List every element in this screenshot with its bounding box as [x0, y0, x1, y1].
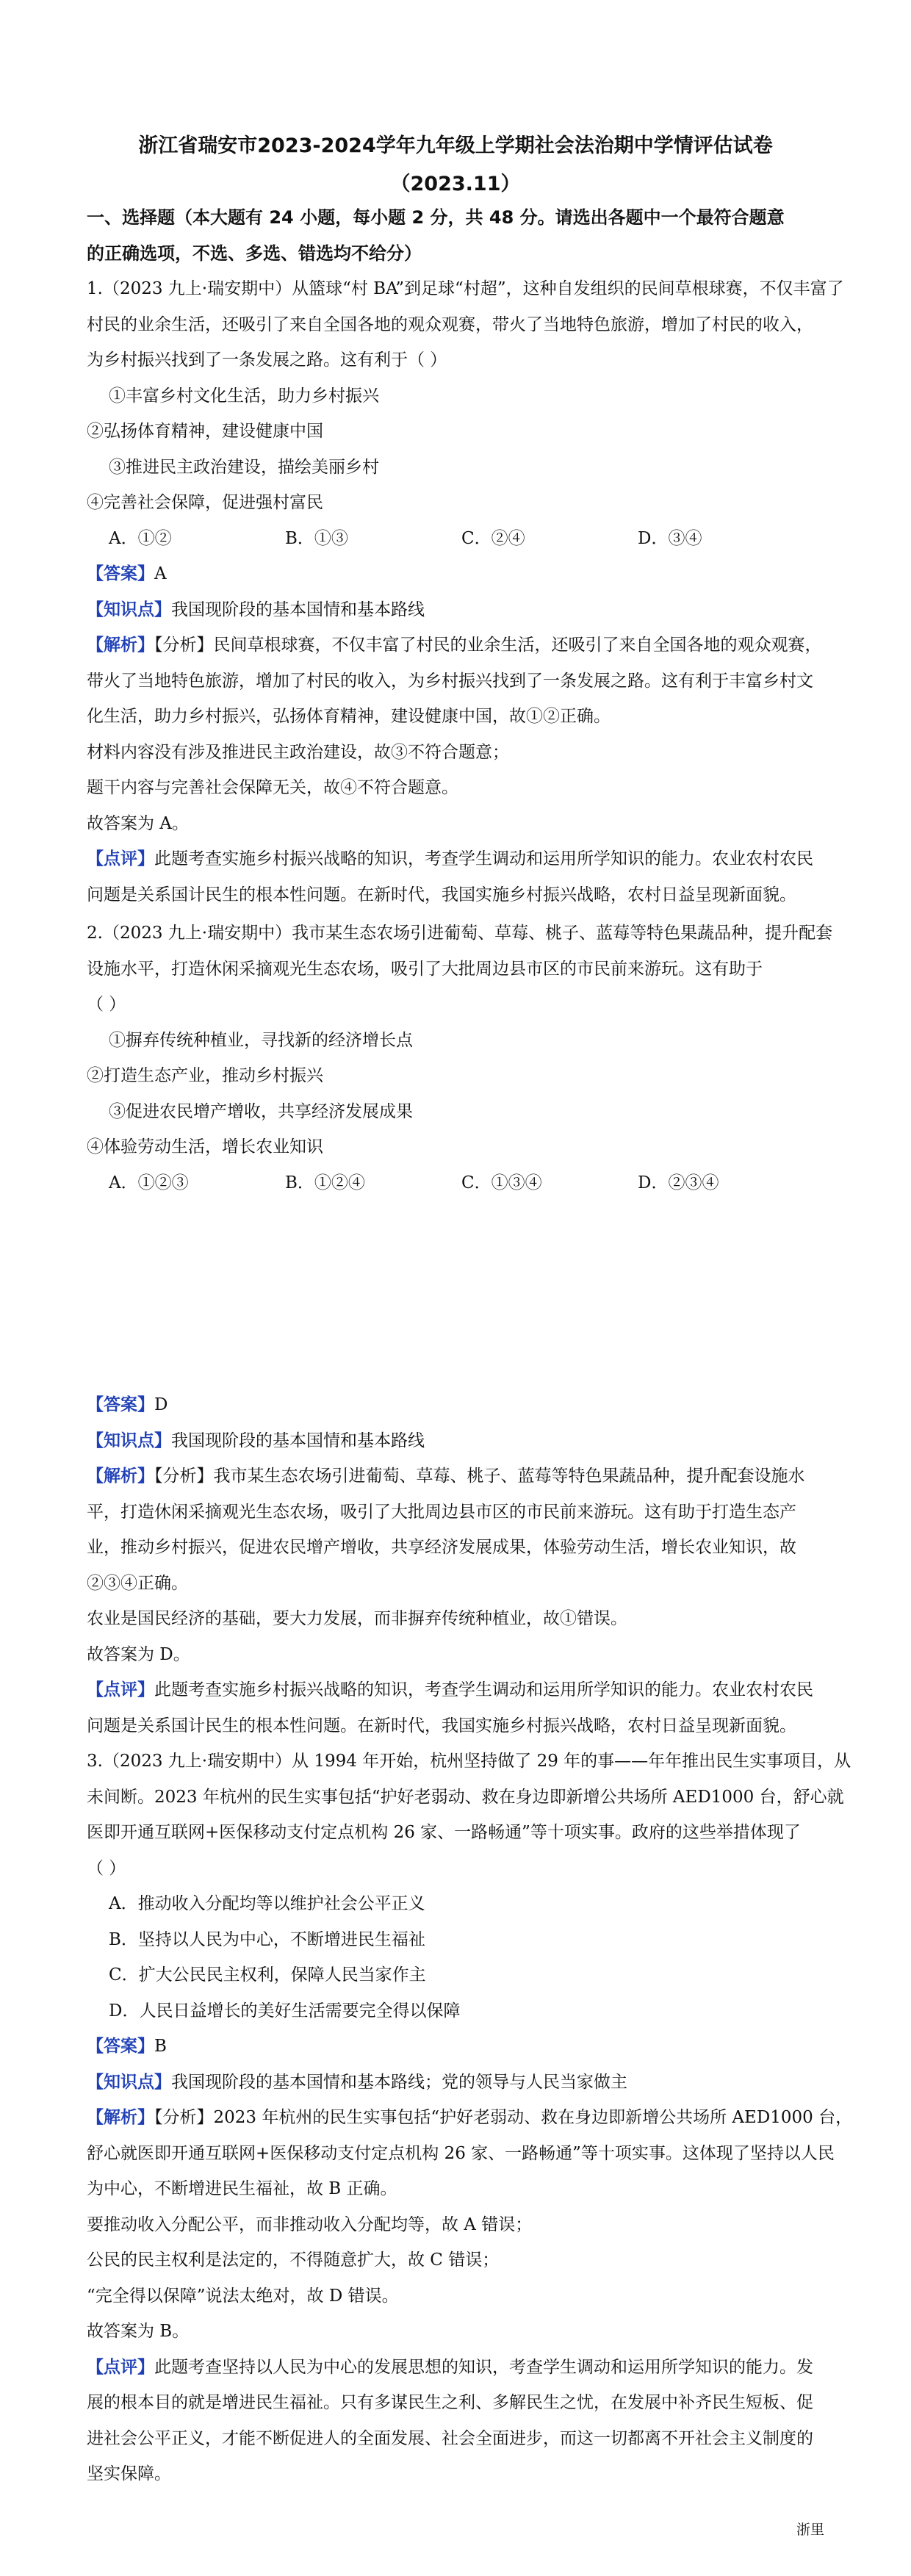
answer-options — [87, 1165, 821, 1201]
analysis-line: 农业是国民经济的基础，要大力发展，而非摒弃传统种植业，故①错误。 — [87, 1609, 627, 1628]
comment-line: 【点评】此题考查实施乡村振兴战略的知识，考查学生调动和运用所学知识的能力。农业农村农民 — [87, 1680, 813, 1699]
analysis-line: 为中心，不断增进民生福祉，故 B 正确。 — [87, 2179, 397, 2198]
comment-line: 问题是关系国计民生的根本性问题。在新时代，我国实施乡村振兴战略，农村日益呈现新面貌。 — [87, 885, 796, 904]
statement-item: ①丰富乡村文化生活，助力乡村振兴 — [109, 386, 379, 406]
answer-value: D — [154, 1395, 168, 1414]
knowledge-tag: 【知识点】 — [87, 1431, 171, 1450]
analysis-line: 题干内容与完善社会保障无关，故④不符合题意。 — [87, 778, 458, 797]
statement-item: ②弘扬体育精神，建设健康中国 — [87, 422, 323, 441]
comment-line: 进社会公平正义，才能不断促进人的全面发展、社会全面进步，而这一切都离不开社会主义制度的 — [87, 2428, 813, 2448]
knowledge-text: 我国现阶段的基本国情和基本路线；党的领导与人民当家做主 — [171, 2072, 627, 2092]
option-b: B．坚持以人民为中心，不断增进民生福祉 — [109, 1929, 425, 1949]
analysis-line: ②③④正确。 — [87, 1573, 188, 1593]
analysis-line: 化生活，助力乡村振兴，弘扬体育精神，建设健康中国，故①②正确。 — [87, 707, 611, 726]
answer-value: B — [154, 2037, 167, 2056]
analysis-line: 故答案为 D。 — [87, 1644, 190, 1664]
question-2-block — [87, 915, 833, 1201]
comment-line: 展的根本目的就是增进民生福祉。只有多谋民生之利、多解民生之忧，在发展中补齐民生短板、促 — [87, 2393, 813, 2412]
option-b: B．①③ — [285, 528, 348, 548]
analysis-line: 【解析】【分析】2023 年杭州的民生实事包括“护好老弱动、救在身边即新增公共场所 AED1000 台， — [87, 2108, 853, 2127]
answer-tag: 【答案】 — [87, 1395, 154, 1414]
knowledge-line — [87, 1423, 821, 1459]
analysis-tag: 【解析】 — [87, 2108, 154, 2127]
comment-tag: 【点评】 — [87, 849, 154, 868]
analysis-line: 平，打造休闲采摘观光生态农场，吸引了大批周边县市区的市民前来游玩。这有助于打造生态产 — [87, 1502, 796, 1522]
question-1-block — [87, 200, 844, 913]
question-stem: 1.（2023 九上·瑞安期中）从篮球“村 BA”到足球“村超”，这种自发组织的民间草根球赛，不仅丰富了 — [87, 279, 844, 298]
option-c: C．②④ — [461, 528, 525, 548]
section-heading: 的正确选项，不选、多选、错选均不给分） — [87, 242, 422, 264]
option-a: A．①②③ — [109, 1173, 189, 1192]
comment-tag: 【点评】 — [87, 1680, 154, 1699]
question-stem: 未间断。2023 年杭州的民生实事包括“护好老弱动、救在身边即新增公共场所 AED1000 台，舒心就 — [87, 1787, 844, 1807]
comment-line: 【点评】此题考查实施乡村振兴战略的知识，考查学生调动和运用所学知识的能力。农业农村农民 — [87, 849, 813, 868]
analysis-tag: 【解析】 — [87, 1467, 154, 1486]
statement-item: ③推进民主政治建设，描绘美丽乡村 — [109, 457, 379, 477]
analysis-line: 公民的民主权利是法定的，不得随意扩大，故 C 错误； — [87, 2251, 500, 2270]
question-stem: （ ） — [87, 1858, 126, 1878]
analysis-line: 故答案为 A。 — [87, 813, 189, 833]
analysis-line: 带火了当地特色旅游，增加了村民的收入，为乡村振兴找到了一条发展之路。这有利于丰富乡村文 — [87, 671, 813, 691]
answer-line — [87, 2029, 821, 2065]
comment-line: 问题是关系国计民生的根本性问题。在新时代，我国实施乡村振兴战略，农村日益呈现新面貌。 — [87, 1716, 796, 1735]
option-b: B．①②④ — [285, 1173, 365, 1192]
knowledge-text: 我国现阶段的基本国情和基本路线 — [171, 1431, 425, 1450]
option-c: C．扩大公民民主权利，保障人民当家作主 — [109, 1965, 426, 1985]
analysis-line: 【解析】【分析】民间草根球赛，不仅丰富了村民的业余生活，还吸引了来自全国各地的观众观赛， — [87, 636, 822, 655]
comment-line: 坚实保障。 — [87, 2464, 171, 2483]
answer-line — [87, 1387, 821, 1423]
option-a: A．①② — [109, 528, 172, 548]
answer-value: A — [154, 564, 167, 583]
statement-item: ④体验劳动生活，增长农业知识 — [87, 1137, 323, 1156]
question-stem: （ ） — [87, 995, 126, 1014]
knowledge-tag: 【知识点】 — [87, 2072, 171, 2092]
comment-line: 【点评】此题考查坚持以人民为中心的发展思想的知识，考查学生调动和运用所学知识的能力。发 — [87, 2357, 813, 2377]
analysis-line: 业，推动乡村振兴，促进农民增产增收，共享经济发展成果，体验劳动生活，增长农业知识，故 — [87, 1538, 796, 1557]
knowledge-line — [87, 592, 821, 628]
analysis-line: 故答案为 B。 — [87, 2322, 190, 2341]
knowledge-tag: 【知识点】 — [87, 600, 171, 619]
analysis-tag: 【解析】 — [87, 636, 154, 655]
question-stem: 为乡村振兴找到了一条发展之路。这有利于（ ） — [87, 350, 447, 370]
analysis-line: 舒心就医即开通互联网+医保移动支付定点机构 26 家、一路畅通”等十项实事。这体现了坚持以人民 — [87, 2143, 835, 2163]
question-stem: 设施水平，打造休闲采摘观光生态农场，吸引了大批周边县市区的市民前来游玩。这有助于 — [87, 959, 763, 979]
option-d: D．③④ — [638, 528, 702, 548]
statement-item: ②打造生态产业，推动乡村振兴 — [87, 1066, 323, 1085]
option-d: D．人民日益增长的美好生活需要完全得以保障 — [109, 2001, 461, 2021]
statement-item: ④完善社会保障，促进强村富民 — [87, 493, 323, 512]
option-a: A．推动收入分配均等以维护社会公平正义 — [109, 1894, 425, 1913]
analysis-line: 【解析】【分析】我市某生态农场引进葡萄、草莓、桃子、蓝莓等特色果蔬品种，提升配套设施水 — [87, 1467, 805, 1486]
statement-item: ①摒弃传统种植业，寻找新的经济增长点 — [109, 1030, 413, 1050]
option-c: C．①③④ — [461, 1173, 542, 1192]
analysis-line: 材料内容没有涉及推进民主政治建设，故③不符合题意； — [87, 742, 509, 762]
exam-date: （2023.11） — [390, 173, 521, 195]
section-heading: 一、选择题（本大题有 24 小题，每小题 2 分，共 48 分。请选出各题中一个最符合题意 — [87, 207, 785, 228]
question-stem: 医即开通互联网+医保移动支付定点机构 26 家、一路畅通”等十项实事。政府的这些举措体现了 — [87, 1823, 801, 1842]
question-2-solution — [87, 1387, 853, 2492]
answer-tag: 【答案】 — [87, 2037, 154, 2056]
knowledge-line — [87, 2065, 821, 2101]
analysis-line: 要推动收入分配公平，而非推动收入分配均等，故 A 错误； — [87, 2215, 533, 2234]
question-stem: 3.（2023 九上·瑞安期中）从 1994 年开始，杭州坚持做了 29 年的事——年年推出民生实事项目，从 — [87, 1752, 851, 1771]
answer-options — [87, 521, 821, 557]
question-stem: 2.（2023 九上·瑞安期中）我市某生态农场引进葡萄、草莓、桃子、蓝莓等特色果蔬品种，提升配套 — [87, 924, 833, 943]
answer-line — [87, 556, 821, 592]
analysis-line: “完全得以保障”说法太绝对，故 D 错误。 — [87, 2286, 399, 2306]
comment-tag: 【点评】 — [87, 2357, 154, 2377]
answer-tag: 【答案】 — [87, 564, 154, 583]
exam-title: 浙江省瑞安市2023-2024学年九年级上学期社会法治期中学情评估试卷 — [138, 134, 773, 157]
question-stem: 村民的业余生活，还吸引了来自全国各地的观众观赛，带火了当地特色旅游，增加了村民的收入， — [87, 314, 813, 334]
statement-item: ③促进农民增产增收，共享经济发展成果 — [109, 1101, 413, 1121]
option-d: D．②③④ — [638, 1173, 719, 1192]
knowledge-text: 我国现阶段的基本国情和基本路线 — [171, 600, 425, 619]
page-footer: 浙里 — [796, 2522, 824, 2538]
